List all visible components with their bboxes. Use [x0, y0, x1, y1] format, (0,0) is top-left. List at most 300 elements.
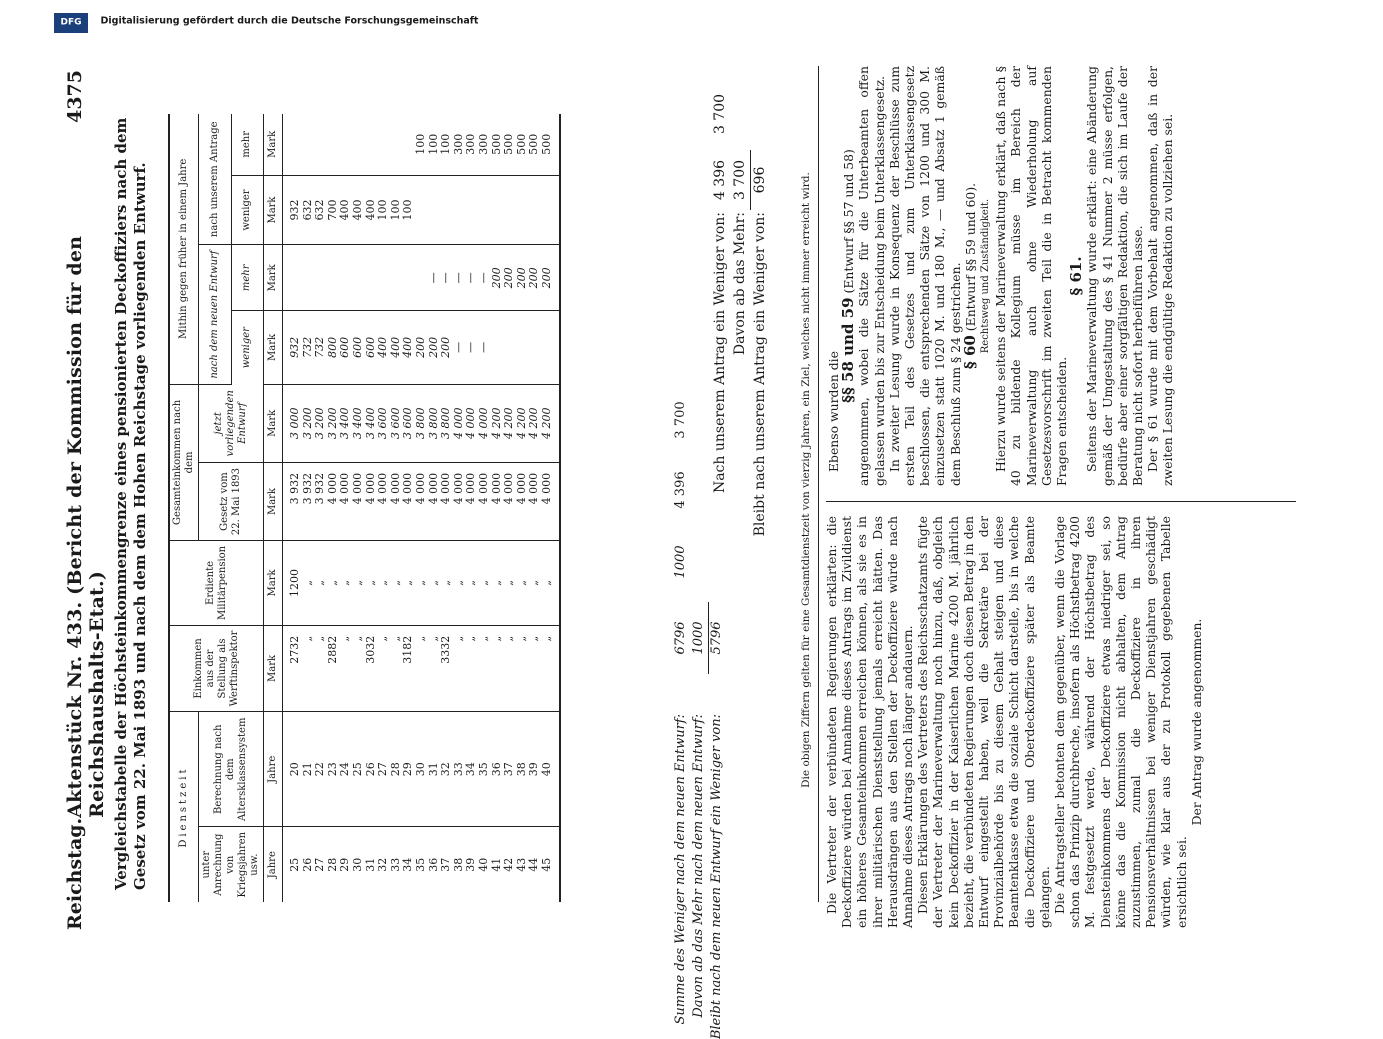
header-nach-entwurf: nach dem neuen Entwurf	[199, 245, 232, 384]
summary-value: 3 700	[673, 401, 688, 439]
table-cell: 35	[478, 712, 491, 827]
table-cell: 4 200	[541, 384, 561, 462]
table-cell: 732	[314, 311, 327, 385]
table-cell: 4 000	[478, 384, 491, 462]
table-cell	[503, 175, 516, 245]
table-cell	[314, 114, 327, 175]
paragraph: angenommen, wobei die Sätze für die Unterbeamten offen gelassen wurden bis zur Entscheidung beim Unterklassengesetz.	[856, 66, 887, 486]
table-cell: 20	[283, 712, 302, 827]
table-cell: 37	[439, 857, 453, 872]
table-cell: 35	[413, 857, 427, 872]
header-gesamt: Gesamteinkommen nach dem	[169, 384, 199, 540]
table-cell	[327, 245, 340, 311]
table-row	[283, 114, 302, 902]
table-cell	[528, 311, 541, 385]
summary-value: 6796	[673, 621, 688, 655]
table-cell: 25	[288, 857, 301, 872]
table-cell: 37	[503, 712, 516, 827]
table-cell	[528, 175, 541, 245]
table-cell: „	[478, 625, 491, 711]
paragraph: Diesen Erklärungen des Vertreters des Reichsschatzamts fügte der Vertreter der Marineverwaltung noch hinzu, daß, obgleich kein Deckoffizier in der Kaiserlichen Marine 4200 M. jährlich bezieht, die verbündeten Regierungen doch diesen Betrag in den Entwurf eingestellt haben, weil die Sekretäre bei der Provinzialbehörde bis zu diesem Gehalt steigen und diese Beamtenklasse etwa die soziale Schicht darstelle, bis in welche die Deckoffiziere und Oberdeckoffiziere später als Beamte gelangen.	[915, 516, 1052, 928]
section-number: § 61.	[1067, 256, 1086, 296]
table-cell: „	[339, 541, 352, 626]
table-row	[516, 114, 529, 902]
table-cell: „	[352, 541, 365, 626]
table-cell: —	[453, 311, 466, 385]
paragraph: Ebenso wurden die	[826, 351, 841, 472]
table-cell: 23	[327, 712, 340, 827]
antrag-row	[730, 120, 750, 460]
table-cell: 42	[502, 857, 516, 872]
table-cell: 39	[528, 712, 541, 827]
unit-cell: Mark	[264, 541, 283, 626]
table-cell	[453, 175, 466, 245]
table-cell: 4 000	[503, 462, 516, 540]
table-cell: 31	[363, 857, 377, 872]
table-cell: 3 600	[390, 384, 403, 462]
table-cell: 4 000	[541, 462, 561, 540]
table-cell: „	[390, 541, 403, 626]
table-cell: 33	[453, 712, 466, 827]
table-cell: 4 000	[491, 462, 504, 540]
table-cell	[352, 114, 365, 175]
table-cell: „	[528, 541, 541, 626]
summary-value: 4 396	[673, 471, 688, 509]
summary-value: 5796	[709, 621, 724, 655]
summary-label: Bleibt nach dem neuen Entwurf ein Weniger von:	[709, 714, 724, 1039]
section-number: § 60	[960, 335, 979, 370]
header-altersklassen: Berechnung nach dem Altersklassensystem	[199, 712, 264, 827]
table-cell: 4 200	[528, 384, 541, 462]
table-cell: 33	[388, 857, 402, 872]
table-cell: 4 000	[415, 462, 428, 540]
table-cell: 4 000	[352, 462, 365, 540]
table-title: Vergleichstabelle der Höchsteinkommengrenze eines pensionierten Deckoffiziers nach dem Gesetz vom 22. Mai 1893 und nach dem dem Hohen Reichstage vorliegenden Entwurf.	[112, 117, 149, 890]
table-cell: „	[302, 625, 315, 711]
table-cell: 3 932	[283, 462, 302, 540]
table-cell: —	[465, 245, 478, 311]
header-mehr-antrag: mehr	[231, 114, 264, 175]
table-cell: „	[415, 541, 428, 626]
table-cell: 36	[491, 712, 504, 827]
table-cell	[541, 175, 561, 245]
table-cell: „	[415, 625, 428, 711]
paragraph: Seitens der Marineverwaltung wurde erklärt: eine Abänderung gemäß der Umgestaltung des § 41 Nummer 2 müsse erfolgen, bedürfe aber einer sorgfältigen Redaktion, die sich im Laufe der Beratung nicht sofort herbeiführen lasse.	[1084, 66, 1146, 486]
dfg-logo: DFG	[54, 13, 88, 33]
summary-row	[672, 114, 690, 1025]
table-cell	[541, 311, 561, 385]
table-cell	[283, 114, 302, 175]
table-cell: 4 000	[428, 462, 441, 540]
table-cell: 732	[302, 311, 315, 385]
table-cell: 30	[415, 712, 428, 827]
table-cell	[339, 245, 352, 311]
table-cell: „	[314, 541, 327, 626]
table-cell	[440, 175, 453, 245]
table-cell	[302, 114, 315, 175]
table-cell: 200	[503, 245, 516, 311]
table-body	[283, 114, 561, 902]
table-cell	[377, 114, 390, 175]
table-cell: 21	[302, 712, 315, 827]
table-cell: 32	[440, 712, 453, 827]
table-cell: 3 800	[415, 384, 428, 462]
unit-cell: Mark	[264, 175, 283, 245]
section-heading	[841, 66, 856, 486]
table-cell: 800	[327, 311, 340, 385]
table-cell	[390, 245, 403, 311]
table-cell	[327, 114, 340, 175]
table-row	[365, 114, 378, 902]
table-cell: —	[465, 311, 478, 385]
table-cell: 3 200	[302, 384, 315, 462]
table-cell: 200	[440, 311, 453, 385]
table-cell: 38	[516, 712, 529, 827]
paragraph: Hierzu wurde seitens der Marineverwaltung erklärt, daß nach § 40 zu bildende Kollegium müsse im Bereich der Marineverwaltung auch ohne Wiederholung auf Gesetzesvorschrift im zweiten Teil die in Betracht kommenden Fragen entscheiden.	[993, 66, 1070, 486]
table-cell	[402, 245, 415, 311]
table-cell	[415, 175, 428, 245]
table-row	[339, 114, 352, 902]
table-cell: 30	[350, 857, 364, 872]
table-cell	[352, 245, 365, 311]
table-cell: 3 600	[402, 384, 415, 462]
table-cell: 3332	[440, 625, 453, 711]
table-cell: 100	[415, 114, 428, 175]
antrag-value: 3 700	[730, 150, 751, 210]
table-cell: 44	[527, 857, 541, 872]
column-divider	[826, 501, 1296, 502]
paragraph: Der § 61 wurde mit dem Vorbehalt angenommen, daß in der zweiten Lesung die endgültige Redaktion zu vollziehen sei.	[1145, 66, 1176, 486]
table-cell: 34	[465, 712, 478, 827]
table-cell: 600	[352, 311, 365, 385]
table-cell: „	[428, 541, 441, 626]
table-cell	[428, 175, 441, 245]
table-cell: 29	[338, 857, 352, 872]
header-gesetz-1893: Gesetz vom 22. Mai 1893	[199, 462, 264, 540]
table-cell: 700	[327, 175, 340, 245]
table-cell: 2732	[283, 625, 302, 711]
table-row	[541, 114, 561, 902]
header-dienstzeit: Dienstzeit	[169, 712, 199, 902]
table-row	[453, 114, 466, 902]
table-cell: 4 200	[491, 384, 504, 462]
table-cell	[283, 245, 302, 311]
table-cell: 500	[528, 114, 541, 175]
table-row	[390, 114, 403, 902]
table-cell: 3 400	[339, 384, 352, 462]
table-cell: „	[465, 541, 478, 626]
table-cell: 36	[426, 857, 440, 872]
left-text-column	[824, 516, 1204, 928]
table-cell	[314, 245, 327, 311]
table-cell: 3 400	[352, 384, 365, 462]
table-cell: 4 000	[453, 462, 466, 540]
unit-cell: Mark	[264, 625, 283, 711]
header-nach-antrag: nach unserem Antrage	[199, 114, 232, 245]
table-row	[352, 114, 365, 902]
table-cell: 3182	[402, 625, 415, 711]
table-cell: 4 000	[528, 462, 541, 540]
table-cell: „	[503, 625, 516, 711]
table-cell: 3 200	[327, 384, 340, 462]
table-cell: 4 000	[365, 462, 378, 540]
table-cell: 28	[390, 712, 403, 827]
table-cell: 600	[339, 311, 352, 385]
table-cell: 4 000	[327, 462, 340, 540]
table-cell: 400	[390, 311, 403, 385]
table-cell: 500	[541, 114, 561, 175]
table-cell	[503, 311, 516, 385]
table-cell: „	[491, 541, 504, 626]
table-cell: 4 200	[503, 384, 516, 462]
table-row	[428, 114, 441, 902]
table-cell: „	[465, 625, 478, 711]
table-cell: 4 000	[465, 462, 478, 540]
table-cell: 4 000	[516, 462, 529, 540]
table-cell: 632	[302, 175, 315, 245]
antrag-label: Bleibt nach unserem Antrag ein Weniger von:	[752, 212, 768, 537]
table-cell: 3 200	[314, 384, 327, 462]
table-cell: 932	[283, 311, 302, 385]
digitization-sidebar	[40, 10, 1320, 36]
table-cell: „	[339, 625, 352, 711]
table-cell: 25	[352, 712, 365, 827]
table-cell: „	[352, 625, 365, 711]
table-cell: 932	[283, 175, 302, 245]
table-cell: 200	[491, 245, 504, 311]
unit-cell: Mark	[264, 114, 283, 175]
table-cell: 600	[365, 311, 378, 385]
table-row	[465, 114, 478, 902]
table-cell: 22	[314, 712, 327, 827]
table-cell: 500	[503, 114, 516, 175]
unit-cell: Mark	[264, 311, 283, 385]
table-cell: 26	[300, 857, 314, 872]
table-cell: 27	[313, 857, 327, 872]
table-cell: 28	[325, 857, 339, 872]
table-cell: 100	[440, 114, 453, 175]
table-cell: 4 000	[440, 462, 453, 540]
table-cell: 500	[516, 114, 529, 175]
antrag-summary	[710, 93, 770, 537]
summary-label: Davon ab das Mehr nach dem neuen Entwurf:	[691, 714, 706, 1018]
unit-cell: Jahre	[264, 712, 283, 827]
table-cell: „	[327, 541, 340, 626]
section-ref: (Entwurf §§ 57 und 58)	[841, 149, 857, 294]
table-cell: 4 000	[402, 462, 415, 540]
table-cell: „	[541, 541, 561, 626]
table-cell: 3 400	[365, 384, 378, 462]
table-cell: 200	[541, 245, 561, 311]
comparison-table	[168, 114, 561, 902]
table-row	[503, 114, 516, 902]
antrag-value: 4 396	[712, 159, 728, 201]
antrag-label: Nach unserem Antrag ein Weniger von:	[712, 212, 728, 494]
paragraph: In zweiter Lesung wurde in Konsequenz der Beschlüsse zum ersten Teil des Gesetzes und zum Unterklassengesetz beschlossen, die entsprechenden Sätze von 1200 und 300 M. einzusetzen statt 1020 M. und 180 M., — und Absatz 1 gemäß dem Beschluß zum § 24 gestrichen.	[886, 66, 963, 486]
table-cell: —	[478, 245, 491, 311]
table-cell: „	[314, 625, 327, 711]
table-cell: „	[440, 541, 453, 626]
table-cell: 400	[377, 311, 390, 385]
table-cell: 4 000	[377, 462, 390, 540]
unit-cell: Mark	[264, 245, 283, 311]
table-cell	[491, 175, 504, 245]
section-ref: (Entwurf §§ 59 und 60).	[962, 182, 978, 332]
table-row	[327, 114, 340, 902]
header-pension: Erdiente Militärpension	[169, 541, 264, 626]
unit-cell: Jahre	[264, 827, 283, 902]
table-cell: —	[453, 245, 466, 311]
section-heading	[1069, 66, 1084, 486]
table-cell: 300	[465, 114, 478, 175]
table-cell: 100	[377, 175, 390, 245]
table-cell: —	[428, 245, 441, 311]
table-row	[377, 114, 390, 902]
summary-row	[690, 114, 708, 1018]
table-cell	[465, 175, 478, 245]
right-text-column	[826, 66, 1176, 486]
summary-value: 1000	[690, 602, 709, 674]
table-cell: 24	[339, 712, 352, 827]
table-cell	[415, 245, 428, 311]
table-cell: 500	[491, 114, 504, 175]
table-cell: 400	[352, 175, 365, 245]
table-cell: „	[516, 625, 529, 711]
table-cell: 3 932	[314, 462, 327, 540]
table-row	[491, 114, 504, 902]
table-cell: 400	[365, 175, 378, 245]
table-row	[440, 114, 453, 902]
antrag-label: Davon ab das Mehr:	[732, 212, 748, 356]
table-cell: 34	[401, 857, 415, 872]
table-cell: „	[478, 541, 491, 626]
table-cell: „	[453, 625, 466, 711]
footnote: Die obigen Ziffern gelten für eine Gesamtdienstzeit von vierzig Jahren, ein Ziel, welches nicht immer erreicht wird.	[800, 172, 812, 788]
table-cell: 4 000	[453, 384, 466, 462]
table-cell: 100	[390, 175, 403, 245]
table-cell: 3 600	[377, 384, 390, 462]
header-mehr-entwurf: mehr	[231, 245, 264, 311]
header-anrechnung: unter Anrechnung von Kriegsjahren usw.	[199, 827, 264, 902]
paragraph: Die Vertreter der verbündeten Regierungen erklärten: die Deckoffiziere würden bei Annahme dieses Antrags im Zivildienst ein höheres Gesamteinkommen erreichen können, als sie es in ihrer militärischen Dienststellung jemals erreicht hätten. Das Herausdrängen aus den Stellen der Deckoffiziere würde nach Annahme dieses Antrags noch länger andauern.	[824, 516, 916, 928]
header-center: Aktenstück Nr. 433. (Bericht der Kommission für den Reichshaushalts-Etat.)	[64, 235, 108, 818]
table-cell: 4 000	[390, 462, 403, 540]
table-row	[402, 114, 415, 902]
table-cell	[390, 114, 403, 175]
table-cell: 1200	[283, 541, 302, 626]
header-entwurf: jetzt vorliegenden Entwurf	[199, 384, 264, 462]
table-cell: —	[440, 245, 453, 311]
table-cell: 400	[402, 311, 415, 385]
table-row	[528, 114, 541, 902]
table-cell: 39	[464, 857, 478, 872]
table-cell: 38	[451, 857, 465, 872]
table-cell: 3 000	[283, 384, 302, 462]
table-cell: 31	[428, 712, 441, 827]
table-cell: 40	[541, 712, 561, 827]
table-cell: „	[377, 541, 390, 626]
unit-cell: Mark	[264, 384, 283, 462]
table-cell: 27	[377, 712, 390, 827]
antrag-value: 3 700	[712, 93, 728, 135]
table-cell: 29	[402, 712, 415, 827]
table-cell	[491, 311, 504, 385]
table-cell: 300	[478, 114, 491, 175]
table-cell: 100	[402, 175, 415, 245]
table-cell: „	[528, 625, 541, 711]
table-cell: „	[402, 541, 415, 626]
table-cell: 32	[376, 857, 390, 872]
antrag-value: 696	[752, 166, 768, 194]
table-row	[302, 114, 315, 902]
table-cell: 3 800	[440, 384, 453, 462]
table-cell: 45	[541, 827, 561, 902]
antrag-row	[710, 93, 730, 494]
table-cell: 43	[514, 857, 528, 872]
table-cell: 400	[339, 175, 352, 245]
table-row	[415, 114, 428, 902]
table-cell: „	[491, 625, 504, 711]
table-cell	[516, 175, 529, 245]
table-cell: 40	[476, 857, 490, 872]
table-cell	[478, 175, 491, 245]
antrag-row	[750, 120, 770, 537]
table-cell	[302, 245, 315, 311]
table-cell: 4 000	[465, 384, 478, 462]
table-cell: 4 200	[516, 384, 529, 462]
table-cell: „	[377, 625, 390, 711]
table-cell	[516, 311, 529, 385]
table-cell: „	[453, 541, 466, 626]
unit-cell: Mark	[264, 462, 283, 540]
table-cell: „	[428, 625, 441, 711]
table-row	[478, 114, 491, 902]
table-cell	[377, 245, 390, 311]
table-cell: 4 000	[339, 462, 352, 540]
table-cell: 200	[428, 311, 441, 385]
table-cell: 3 800	[428, 384, 441, 462]
header-left: Reichstag.	[64, 817, 86, 930]
table-cell	[365, 114, 378, 175]
divider	[818, 66, 819, 902]
table-cell: 4 000	[478, 462, 491, 540]
table-cell: 200	[516, 245, 529, 311]
header-weniger-entwurf: weniger	[231, 311, 264, 385]
table-cell: 300	[453, 114, 466, 175]
table-cell: 200	[528, 245, 541, 311]
section-number: §§ 58 und 59	[839, 297, 858, 403]
table-cell: „	[503, 541, 516, 626]
paragraph: Der Antrag wurde angenommen.	[1188, 618, 1204, 826]
table-cell: „	[302, 541, 315, 626]
section-subtitle: Rechtsweg und Zuständigkeit.	[980, 198, 992, 354]
header-einkommen: Einkommen aus der Stellung als Werftinspektor	[169, 625, 264, 711]
table-cell	[365, 245, 378, 311]
table-cell: 3 932	[302, 462, 315, 540]
table-cell: 3032	[365, 625, 378, 711]
header-mithin: Mithin gegen früher in einem Jahre	[169, 114, 199, 384]
table-row	[314, 114, 327, 902]
table-cell: —	[478, 311, 491, 385]
table-cell: 632	[314, 175, 327, 245]
table-cell: 2882	[327, 625, 340, 711]
summary-value: 1000	[673, 545, 688, 579]
table-cell: „	[516, 541, 529, 626]
table-cell: 100	[428, 114, 441, 175]
summary-label: Summe des Weniger nach dem neuen Entwurf:	[673, 714, 688, 1025]
table-cell: 26	[365, 712, 378, 827]
header-weniger-antrag: weniger	[231, 175, 264, 245]
